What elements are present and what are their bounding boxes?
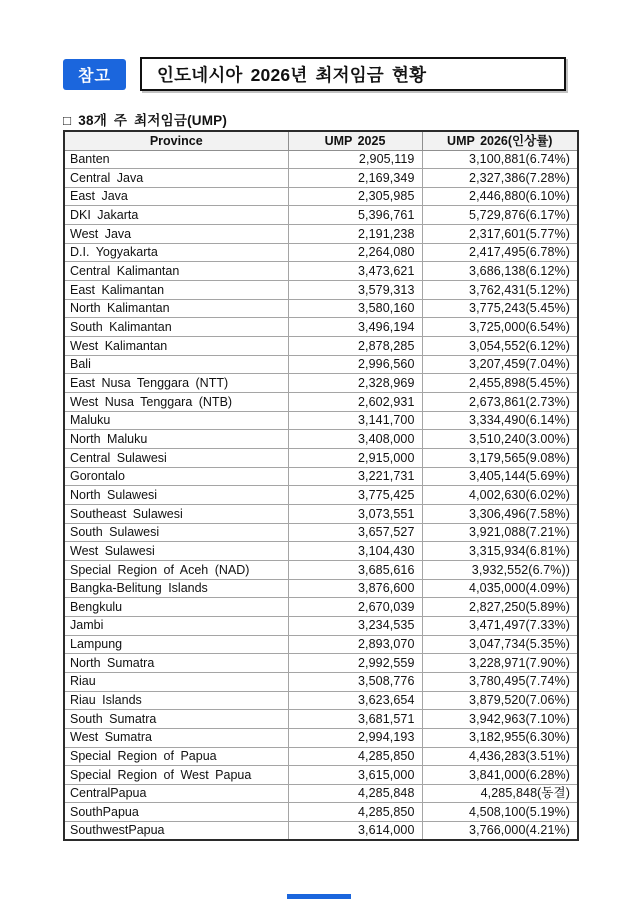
table-row — [64, 560, 578, 579]
province-cell: Southeast Sulawesi — [64, 504, 288, 523]
ump-2025-cell: 2,305,985 — [288, 187, 422, 206]
table-header-row — [64, 131, 578, 150]
province-cell: Riau — [64, 672, 288, 691]
ump-2025-cell: 3,580,160 — [288, 299, 422, 318]
ump-2026-cell: 3,100,881(6.74%) — [422, 150, 578, 169]
ump-2026-cell: 3,762,431(5.12%) — [422, 281, 578, 300]
table-body — [64, 150, 578, 840]
province-cell: DKI Jakarta — [64, 206, 288, 225]
footer-rule — [287, 894, 351, 899]
table-row — [64, 467, 578, 486]
province-cell: Bangka-Belitung Islands — [64, 579, 288, 598]
reference-badge: 참고 — [63, 59, 126, 90]
ump-2026-cell: 3,047,734(5.35%) — [422, 635, 578, 654]
ump-2025-cell: 3,623,654 — [288, 691, 422, 710]
section-subtitle: □ 38개 주 최저임금(UMP) — [63, 113, 228, 128]
table-row — [64, 262, 578, 281]
table-row — [64, 355, 578, 374]
table-row — [64, 654, 578, 673]
col-header-province: Province — [64, 131, 288, 150]
province-cell: West Sulawesi — [64, 542, 288, 561]
ump-2025-cell: 3,685,616 — [288, 560, 422, 579]
ump-2026-cell: 2,417,495(6.78%) — [422, 243, 578, 262]
province-cell: North Maluku — [64, 430, 288, 449]
table-row — [64, 225, 578, 244]
table-row — [64, 393, 578, 412]
table-row — [64, 598, 578, 617]
ump-2026-cell: 2,827,250(5.89%) — [422, 598, 578, 617]
ump-2026-cell: 4,508,100(5.19%) — [422, 803, 578, 822]
ump-2025-cell: 3,221,731 — [288, 467, 422, 486]
province-cell: North Sumatra — [64, 654, 288, 673]
table-row — [64, 150, 578, 169]
ump-2025-cell: 2,992,559 — [288, 654, 422, 673]
ump-2025-cell: 3,141,700 — [288, 411, 422, 430]
ump-table — [63, 130, 579, 841]
table-row — [64, 672, 578, 691]
ump-2025-cell: 2,191,238 — [288, 225, 422, 244]
ump-2026-cell: 2,455,898(5.45%) — [422, 374, 578, 393]
table-row — [64, 542, 578, 561]
table-row — [64, 337, 578, 356]
ump-2026-cell: 3,766,000(4.21%) — [422, 822, 578, 841]
province-cell: Special Region of Papua — [64, 747, 288, 766]
province-cell: Jambi — [64, 616, 288, 635]
ump-2025-cell: 2,893,070 — [288, 635, 422, 654]
ump-2025-cell: 5,396,761 — [288, 206, 422, 225]
province-cell: West Nusa Tenggara (NTB) — [64, 393, 288, 412]
province-cell: North Kalimantan — [64, 299, 288, 318]
ump-2025-cell: 2,996,560 — [288, 355, 422, 374]
ump-2025-cell: 3,775,425 — [288, 486, 422, 505]
table-row — [64, 691, 578, 710]
ump-2026-cell: 3,841,000(6.28%) — [422, 766, 578, 785]
ump-2025-cell: 2,905,119 — [288, 150, 422, 169]
province-cell: Central Kalimantan — [64, 262, 288, 281]
province-cell: Central Sulawesi — [64, 449, 288, 468]
table-row — [64, 187, 578, 206]
col-header-ump-2026: UMP 2026(인상률) — [422, 131, 578, 150]
table-row — [64, 243, 578, 262]
table-row — [64, 635, 578, 654]
ump-2026-cell: 3,725,000(6.54%) — [422, 318, 578, 337]
ump-2025-cell: 2,670,039 — [288, 598, 422, 617]
ump-2025-cell: 2,878,285 — [288, 337, 422, 356]
province-cell: East Kalimantan — [64, 281, 288, 300]
ump-2026-cell: 3,942,963(7.10%) — [422, 710, 578, 729]
ump-2026-cell: 3,182,955(6.30%) — [422, 728, 578, 747]
ump-2026-cell: 3,179,565(9.08%) — [422, 449, 578, 468]
ump-2025-cell: 3,508,776 — [288, 672, 422, 691]
ump-2025-cell: 3,408,000 — [288, 430, 422, 449]
province-cell: South Kalimantan — [64, 318, 288, 337]
province-cell: Central Java — [64, 169, 288, 188]
province-cell: East Java — [64, 187, 288, 206]
ump-2026-cell: 3,315,934(6.81%) — [422, 542, 578, 561]
ump-2025-cell: 3,473,621 — [288, 262, 422, 281]
table-row — [64, 486, 578, 505]
table-row — [64, 766, 578, 785]
table-row — [64, 784, 578, 803]
table-row — [64, 728, 578, 747]
ump-2026-cell: 4,035,000(4.09%) — [422, 579, 578, 598]
province-cell: Bengkulu — [64, 598, 288, 617]
col-header-ump-2025: UMP 2025 — [288, 131, 422, 150]
ump-2025-cell: 2,169,349 — [288, 169, 422, 188]
page-title: 인도네시아 2026년 최저임금 현황 — [157, 64, 427, 85]
ump-2026-cell: 4,002,630(6.02%) — [422, 486, 578, 505]
ump-2025-cell: 3,104,430 — [288, 542, 422, 561]
ump-2026-cell: 3,054,552(6.12%) — [422, 337, 578, 356]
title-box — [140, 57, 566, 91]
province-cell: Bali — [64, 355, 288, 374]
ump-2025-cell: 3,615,000 — [288, 766, 422, 785]
table-row — [64, 411, 578, 430]
province-cell: SouthPapua — [64, 803, 288, 822]
table-row — [64, 281, 578, 300]
table-row — [64, 822, 578, 841]
ump-2025-cell: 3,681,571 — [288, 710, 422, 729]
ump-2025-cell: 3,496,194 — [288, 318, 422, 337]
ump-2025-cell: 3,614,000 — [288, 822, 422, 841]
table-row — [64, 299, 578, 318]
ump-2026-cell: 3,921,088(7.21%) — [422, 523, 578, 542]
table-row — [64, 374, 578, 393]
province-cell: Banten — [64, 150, 288, 169]
table-row — [64, 430, 578, 449]
ump-2025-cell: 2,328,969 — [288, 374, 422, 393]
ump-2025-cell: 4,285,850 — [288, 803, 422, 822]
ump-2026-cell: 4,285,848(동결) — [422, 784, 578, 803]
ump-2025-cell: 4,285,848 — [288, 784, 422, 803]
table-row — [64, 579, 578, 598]
province-cell: CentralPapua — [64, 784, 288, 803]
province-cell: D.I. Yogyakarta — [64, 243, 288, 262]
ump-2025-cell: 3,073,551 — [288, 504, 422, 523]
ump-2026-cell: 3,775,243(5.45%) — [422, 299, 578, 318]
table-row — [64, 710, 578, 729]
ump-2026-cell: 3,471,497(7.33%) — [422, 616, 578, 635]
ump-2026-cell: 5,729,876(6.17%) — [422, 206, 578, 225]
province-cell: West Java — [64, 225, 288, 244]
ump-2026-cell: 4,436,283(3.51%) — [422, 747, 578, 766]
ump-2026-cell: 3,780,495(7.74%) — [422, 672, 578, 691]
province-cell: Special Region of Aceh (NAD) — [64, 560, 288, 579]
province-cell: Riau Islands — [64, 691, 288, 710]
ump-2026-cell: 3,405,144(5.69%) — [422, 467, 578, 486]
table-row — [64, 504, 578, 523]
ump-2026-cell: 3,207,459(7.04%) — [422, 355, 578, 374]
province-cell: Maluku — [64, 411, 288, 430]
province-cell: West Kalimantan — [64, 337, 288, 356]
table-row — [64, 169, 578, 188]
ump-2025-cell: 4,285,850 — [288, 747, 422, 766]
ump-2026-cell: 3,228,971(7.90%) — [422, 654, 578, 673]
province-cell: Lampung — [64, 635, 288, 654]
ump-2026-cell: 2,446,880(6.10%) — [422, 187, 578, 206]
ump-2026-cell: 2,673,861(2.73%) — [422, 393, 578, 412]
province-cell: South Sulawesi — [64, 523, 288, 542]
table-row — [64, 206, 578, 225]
province-cell: Gorontalo — [64, 467, 288, 486]
ump-2025-cell: 3,579,313 — [288, 281, 422, 300]
ump-2026-cell: 3,932,552(6.7%)) — [422, 560, 578, 579]
province-cell: North Sulawesi — [64, 486, 288, 505]
table-row — [64, 318, 578, 337]
ump-2026-cell: 3,879,520(7.06%) — [422, 691, 578, 710]
table-row — [64, 747, 578, 766]
table-row — [64, 523, 578, 542]
table-row — [64, 449, 578, 468]
ump-2026-cell: 3,306,496(7.58%) — [422, 504, 578, 523]
ump-2025-cell: 2,602,931 — [288, 393, 422, 412]
ump-2026-cell: 3,334,490(6.14%) — [422, 411, 578, 430]
province-cell: South Sumatra — [64, 710, 288, 729]
ump-2026-cell: 3,686,138(6.12%) — [422, 262, 578, 281]
ump-2025-cell: 2,915,000 — [288, 449, 422, 468]
province-cell: Special Region of West Papua — [64, 766, 288, 785]
table-row — [64, 616, 578, 635]
province-cell: SouthwestPapua — [64, 822, 288, 841]
ump-2026-cell: 2,327,386(7.28%) — [422, 169, 578, 188]
ump-2025-cell: 3,234,535 — [288, 616, 422, 635]
ump-2025-cell: 3,657,527 — [288, 523, 422, 542]
ump-2025-cell: 2,994,193 — [288, 728, 422, 747]
ump-2026-cell: 2,317,601(5.77%) — [422, 225, 578, 244]
ump-2026-cell: 3,510,240(3.00%) — [422, 430, 578, 449]
province-cell: West Sumatra — [64, 728, 288, 747]
table-row — [64, 803, 578, 822]
ump-2025-cell: 2,264,080 — [288, 243, 422, 262]
ump-2025-cell: 3,876,600 — [288, 579, 422, 598]
province-cell: East Nusa Tenggara (NTT) — [64, 374, 288, 393]
